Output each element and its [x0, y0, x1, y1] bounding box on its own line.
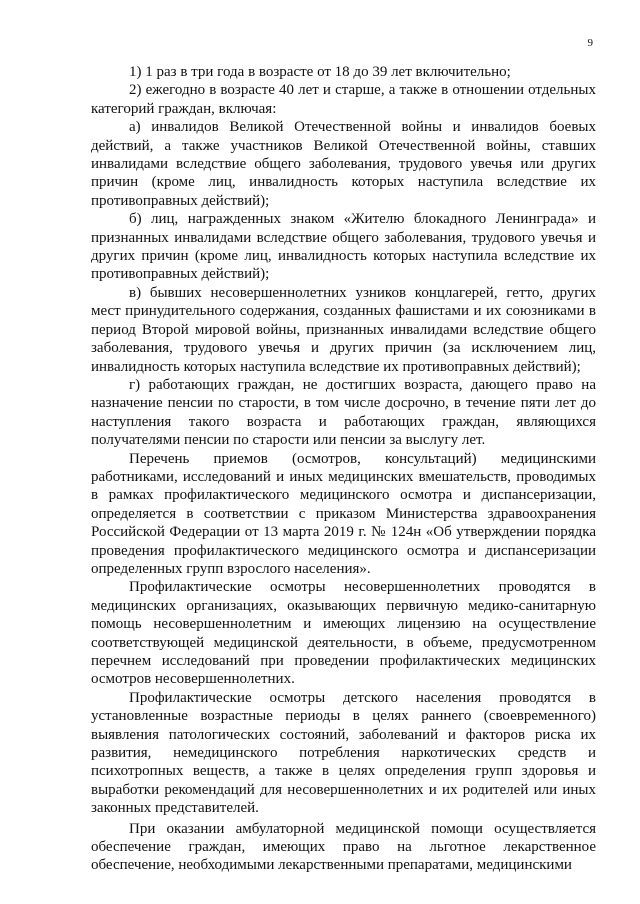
page-number: 9 — [587, 37, 593, 49]
document-body — [91, 63, 596, 875]
paragraph-9: Профилактические осмотры детского населения проводятся в установленные возрастные периоды в целях раннего (своевременного) выявления патологических состояний, заболеваний и факторов риска их развития, немедицинского потребления наркотических средств и психотропных веществ, а также в целях определения групп здоровья и выработки рекомендаций для несовершеннолетних и их родителей или иных законных представителей. — [91, 689, 596, 817]
paragraph-5: в) бывших несовершеннолетних узников концлагерей, гетто, других мест принудительного содержания, созданных фашистами и их союзниками в период Второй мировой войны, признанных инвалидами вследствие общего заболевания, трудового увечья и других причин (за исключением лиц, инвалидность которых наступила вследствие их противоправных действий); — [91, 284, 596, 375]
paragraph-7: Перечень приемов (осмотров, консультаций) медицинскими работниками, исследований и иных медицинских вмешательств, проводимых в рамках профилактического медицинского осмотра и диспансеризации, определяется в соответствии с приказом Министерства здравоохранения Российской Федерации от 13 марта 2019 г. № 124н «Об утверждении порядка проведения профилактического медицинского осмотра и диспансеризации определенных групп взрослого населения». — [91, 450, 596, 577]
paragraph-2: 2) ежегодно в возрасте 40 лет и старше, а также в отношении отдельных категорий граждан, включая: — [91, 82, 596, 117]
paragraph-8: Профилактические осмотры несовершеннолетних проводятся в медицинских организациях, оказывающих первичную медико-санитарную помощь несовершеннолетним и имеющих лицензию на осуществление соответствующей медицинской деятельности, в объеме, предусмотренном перечнем исследований при проведении профилактических медицинских осмотров несовершеннолетних. — [91, 579, 596, 688]
paragraph-10: При оказании амбулаторной медицинской помощи осуществляется обеспечение граждан, имеющих право на льготное лекарственное обеспечение, необходимыми лекарственными препаратами, медицинскими — [91, 820, 596, 874]
paragraph-3: а) инвалидов Великой Отечественной войны и инвалидов боевых действий, а также участников Великой Отечественной войны, ставших инвалидами вследствие общего заболевания, трудового увечья или других причин (кроме лиц, инвалидность которых наступила вследствие их противоправных действий); — [91, 119, 596, 209]
paragraph-4: б) лиц, награжденных знаком «Жителю блокадного Ленинграда» и признанных инвалидами вследствие общего заболевания, трудового увечья и других причин (кроме лиц, инвалидность которых наступила вследствие их противоправных действий); — [91, 211, 596, 283]
paragraph-1: 1) 1 раз в три года в возрасте от 18 до 39 лет включительно; — [129, 64, 511, 80]
paragraph-6: г) работающих граждан, не достигших возраста, дающего право на назначение пенсии по старости, в том числе досрочно, в течение пяти лет до наступления такого возраста и работающих граждан, являющихся получателями пенсии по старости или пенсии за выслугу лет. — [91, 376, 596, 449]
